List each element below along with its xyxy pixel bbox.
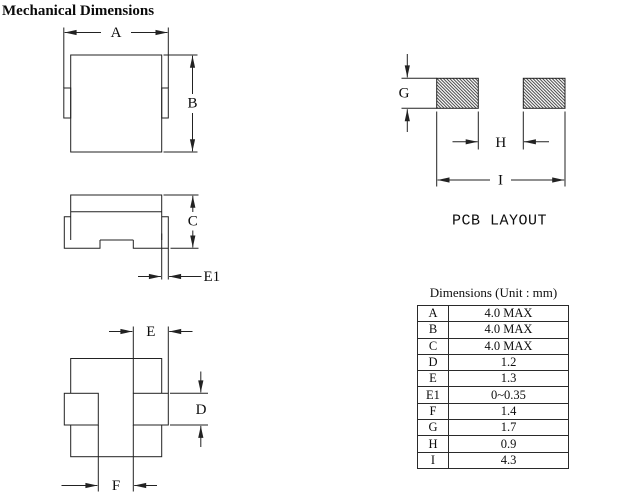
dim-label-b: B xyxy=(187,95,198,112)
pcb-pad-left xyxy=(437,78,479,108)
side-view-right-terminal xyxy=(133,217,168,249)
pcb-pad-right xyxy=(523,78,565,108)
dim-cell: G xyxy=(418,420,449,436)
dim-label-h: H xyxy=(495,135,507,152)
value-cell: 0~0.35 xyxy=(449,387,569,403)
dimensions-table xyxy=(417,305,569,469)
bottom-view-left-terminal xyxy=(64,393,98,425)
dim-label-f: F xyxy=(111,477,121,494)
dim-cell: C xyxy=(418,338,449,354)
top-view-body xyxy=(71,55,162,152)
table-row xyxy=(418,306,569,322)
table-row xyxy=(418,322,569,338)
value-cell: 4.0 MAX xyxy=(449,338,569,354)
pcb-layout-caption: PCB LAYOUT xyxy=(451,212,548,230)
dim-cell: I xyxy=(418,452,449,468)
page-title: Mechanical Dimensions xyxy=(2,3,155,19)
dim-cell: A xyxy=(418,306,449,322)
value-cell: 4.0 MAX xyxy=(449,306,569,322)
table-row xyxy=(418,371,569,387)
dim-label-g: G xyxy=(398,85,410,102)
value-cell: 1.4 xyxy=(449,403,569,419)
table-row xyxy=(418,403,569,419)
pcb-layout xyxy=(402,54,566,187)
dim-cell: F xyxy=(418,403,449,419)
side-view-left-terminal xyxy=(64,217,100,249)
table-row xyxy=(418,338,569,354)
top-view-left-terminal xyxy=(64,88,71,118)
dim-label-c: C xyxy=(187,213,198,230)
value-cell: 1.7 xyxy=(449,420,569,436)
value-cell: 1.3 xyxy=(449,371,569,387)
dim-label-e1: E1 xyxy=(203,268,221,285)
dimensions-table-section xyxy=(417,285,570,469)
table-row xyxy=(418,387,569,403)
dim-label-i: I xyxy=(498,172,503,189)
table-row xyxy=(418,452,569,468)
dim-cell: D xyxy=(418,354,449,370)
table-row xyxy=(418,436,569,452)
dim-cell: B xyxy=(418,322,449,338)
value-cell: 1.2 xyxy=(449,354,569,370)
dim-label-e: E xyxy=(146,323,156,340)
dim-label-d: D xyxy=(195,402,207,418)
dimensions-table-title: Dimensions (Unit : mm) xyxy=(429,285,558,300)
dim-cell: E xyxy=(418,371,449,387)
side-view-body xyxy=(71,195,162,240)
dim-label-a: A xyxy=(110,25,122,41)
value-cell: 4.0 MAX xyxy=(449,322,569,338)
bottom-view xyxy=(62,327,209,492)
value-cell: 4.3 xyxy=(449,452,569,468)
top-view xyxy=(64,28,198,153)
dim-cell: E1 xyxy=(418,387,449,403)
value-cell: 0.9 xyxy=(449,436,569,452)
table-row xyxy=(418,354,569,370)
top-view-right-terminal xyxy=(162,88,169,118)
dim-cell: H xyxy=(418,436,449,452)
table-row xyxy=(418,420,569,436)
side-view xyxy=(64,195,201,280)
bottom-view-right-terminal xyxy=(133,393,168,425)
